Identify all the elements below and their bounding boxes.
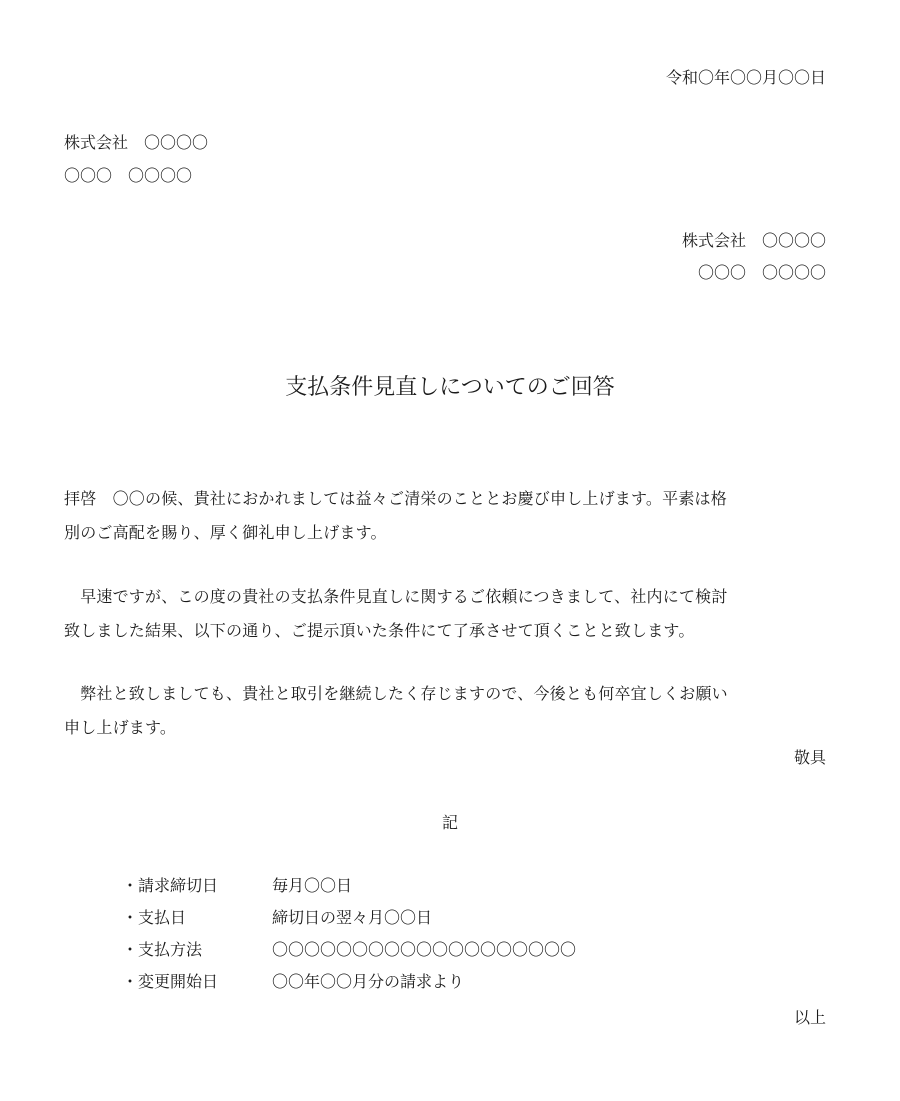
detail-label: ・支払日: [122, 908, 187, 927]
paragraph-line: 拝啓 〇〇の候、貴社におかれましては益々ご清栄のこととお慶び申し上げます。平素は格: [64, 489, 727, 508]
paragraph-line: 早速ですが、この度の貴社の支払条件見直しに関するご依頼につきまして、社内にて検討: [64, 587, 728, 606]
sender-person: 〇〇〇 〇〇〇〇: [697, 263, 826, 282]
paragraph-continuation: [64, 677, 830, 745]
paragraph-line: 別のご高配を賜り、厚く御礼申し上げます。: [64, 523, 387, 542]
paragraph-line: 致しました結果、以下の通り、ご提示頂いた条件にて了承させて頂くことと致します。: [64, 621, 695, 640]
detail-label: ・支払方法: [122, 940, 203, 959]
document-title: 支払条件見直しについてのご回答: [285, 375, 615, 400]
paragraph-line: 弊社と致しましても、貴社と取引を継続したく存じますので、今後とも何卒宜しくお願い: [64, 684, 728, 703]
detail-item: [122, 940, 576, 972]
closing-keigu: 敬具: [793, 748, 826, 767]
detail-list: [122, 876, 576, 1004]
closing-ijou: 以上: [793, 1008, 826, 1027]
detail-value: 締切日の翌々月〇〇日: [272, 908, 433, 927]
detail-item: [122, 908, 576, 940]
sender-company: 株式会社 〇〇〇〇: [681, 231, 826, 250]
detail-item: [122, 876, 576, 908]
detail-value: 〇〇年〇〇月分の請求より: [272, 972, 465, 991]
detail-value: 毎月〇〇日: [272, 876, 353, 895]
detail-label: ・請求締切日: [122, 876, 219, 895]
recipient-person: 〇〇〇 〇〇〇〇: [64, 166, 193, 185]
paragraph-response: [64, 580, 830, 648]
ki-heading: 記: [441, 813, 458, 832]
detail-label: ・変更開始日: [122, 972, 219, 991]
document-date: 令和〇年〇〇月〇〇日: [665, 68, 826, 87]
detail-value: 〇〇〇〇〇〇〇〇〇〇〇〇〇〇〇〇〇〇〇: [272, 940, 577, 959]
paragraph-greeting: [64, 482, 830, 550]
detail-item: [122, 972, 576, 1004]
paragraph-line: 申し上げます。: [64, 718, 177, 737]
recipient-company: 株式会社 〇〇〇〇: [64, 133, 209, 152]
